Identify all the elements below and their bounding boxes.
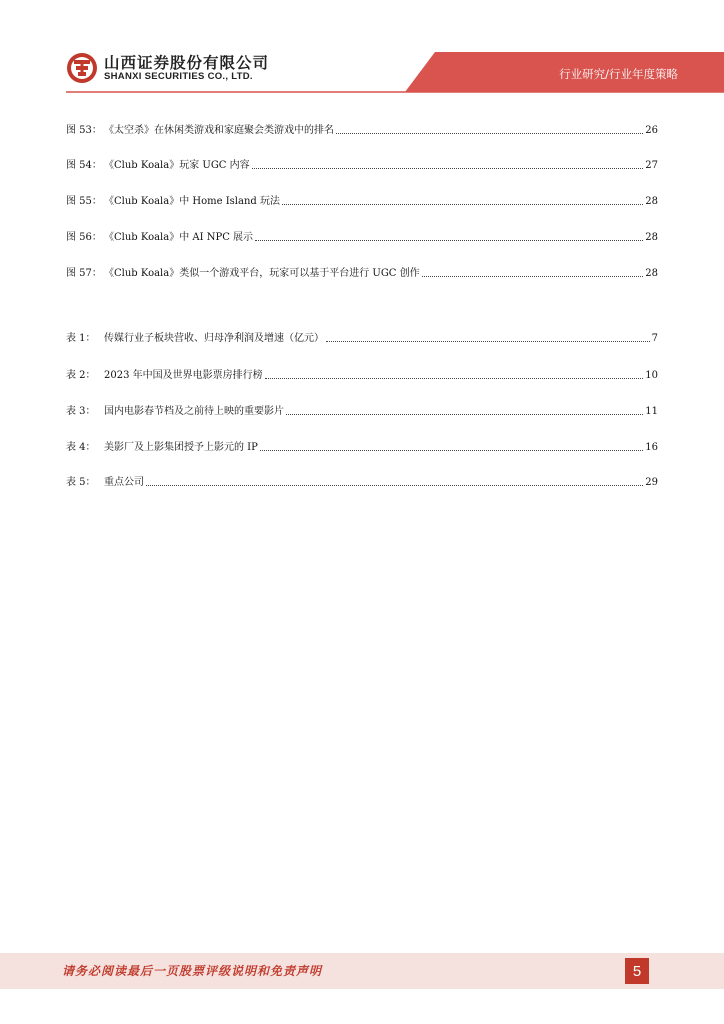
toc-entry-table[interactable]	[66, 437, 658, 453]
dot-leader	[326, 340, 650, 342]
entry-number: 表 1：	[66, 333, 96, 344]
entry-title: 《Club Koala》玩家 UGC 内容	[104, 160, 250, 171]
entry-number: 图 56：	[66, 232, 102, 243]
disclaimer-text[interactable]: 请务必阅读最后一页股票评级说明和免责声明	[62, 964, 323, 978]
dot-leader	[146, 484, 643, 486]
toc-entry-figure[interactable]	[66, 155, 658, 171]
entry-number: 图 53：	[66, 125, 102, 136]
entry-title: 传媒行业子板块营收、归母净利润及增速（亿元）	[104, 333, 324, 344]
entry-page: 10	[645, 370, 658, 381]
entry-title: 重点公司	[104, 477, 144, 488]
entry-number: 表 3：	[66, 406, 96, 417]
entry-number: 表 5：	[66, 477, 96, 488]
report-type-label: 行业研究/行业年度策略	[559, 67, 678, 81]
page-header	[0, 0, 724, 100]
entry-page: 27	[645, 160, 658, 171]
toc-entry-figure[interactable]	[66, 191, 658, 207]
entry-number: 图 57：	[66, 268, 102, 279]
entry-number: 图 54：	[66, 160, 102, 171]
dot-leader	[286, 413, 643, 415]
toc-entry-figure[interactable]	[66, 227, 658, 243]
entry-page: 11	[645, 406, 658, 417]
entry-page: 26	[645, 125, 658, 136]
entry-title: 《Club Koala》中 Home Island 玩法	[104, 196, 280, 207]
entry-title: 国内电影春节档及之前待上映的重要影片	[104, 406, 284, 417]
entry-page: 28	[645, 196, 658, 207]
company-name-cn: 山西证券股份有限公司	[104, 54, 270, 72]
entry-title: 美影厂及上影集团授予上影元的 IP	[104, 442, 258, 453]
entry-title: 《Club Koala》中 AI NPC 展示	[104, 232, 254, 243]
entry-page: 16	[645, 442, 658, 453]
dot-leader	[260, 449, 643, 451]
page-number: 5	[625, 958, 649, 984]
dot-leader	[282, 203, 643, 205]
entry-number: 表 2：	[66, 370, 96, 381]
entry-title: 《Club Koala》类似一个游戏平台，玩家可以基于平台进行 UGC 创作	[104, 268, 420, 279]
toc-entry-table[interactable]	[66, 472, 658, 488]
toc-entry-table[interactable]	[66, 365, 658, 381]
dot-leader	[255, 239, 643, 241]
dot-leader	[252, 167, 644, 169]
entry-page: 28	[645, 268, 658, 279]
shanxi-securities-logo-icon	[66, 52, 98, 84]
toc-entry-table[interactable]	[66, 401, 658, 417]
entry-number: 表 4：	[66, 442, 96, 453]
toc-entry-table[interactable]	[66, 328, 658, 344]
entry-page: 28	[645, 232, 658, 243]
toc-entry-figure[interactable]	[66, 120, 658, 136]
toc-entry-figure[interactable]	[66, 263, 658, 279]
entry-title: 《太空杀》在休闲类游戏和家庭聚会类游戏中的排名	[104, 125, 334, 136]
entry-page: 29	[645, 477, 658, 488]
company-name-en: SHANXI SECURITIES CO., LTD.	[104, 71, 253, 82]
dot-leader	[265, 377, 644, 379]
header-banner	[0, 0, 724, 100]
entry-page: 7	[651, 333, 658, 344]
entry-number: 图 55：	[66, 196, 102, 207]
dot-leader	[422, 275, 644, 277]
dot-leader	[336, 132, 643, 134]
entry-title: 2023 年中国及世界电影票房排行榜	[104, 370, 263, 381]
